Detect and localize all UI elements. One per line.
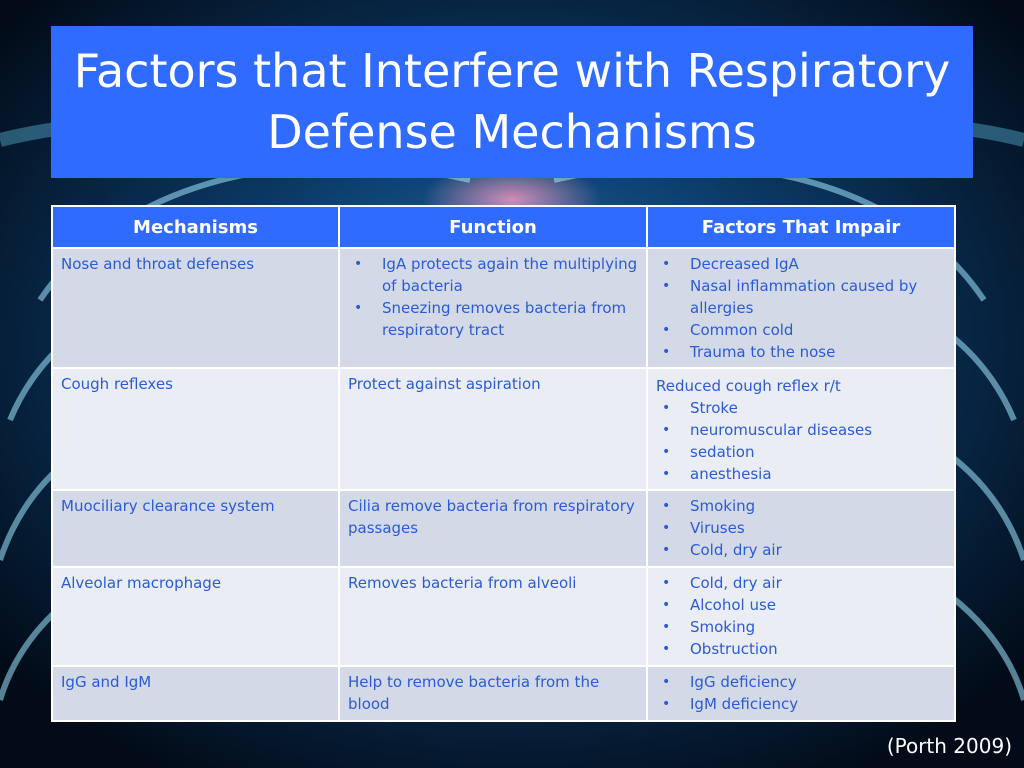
list-item: • Viruses xyxy=(662,519,745,537)
bullet-icon: • xyxy=(354,256,363,272)
table-header-row xyxy=(52,206,955,248)
list-item: • Common cold xyxy=(662,321,794,339)
list-item: • IgA protects again the multiplying of bacteria xyxy=(354,255,638,295)
list-item: • sedation xyxy=(662,443,755,461)
bullet-icon: • xyxy=(662,422,671,438)
function-cell xyxy=(339,490,647,567)
bullet-icon: • xyxy=(662,498,671,514)
bullet-icon: • xyxy=(662,597,671,613)
factors-list xyxy=(656,253,948,363)
header-mechanisms: Mechanisms xyxy=(52,206,339,248)
function-cell xyxy=(339,248,647,368)
bullet-icon: • xyxy=(662,696,671,712)
factors-lead-text: Reduced cough reflex r/t xyxy=(656,377,841,395)
bullet-icon: • xyxy=(662,400,671,416)
bullet-icon: • xyxy=(662,256,671,272)
mechanism-text: Alveolar macrophage xyxy=(61,574,222,592)
bullet-icon: • xyxy=(662,641,671,657)
function-list xyxy=(348,253,640,341)
function-text: Help to remove bacteria from the blood xyxy=(348,673,600,713)
bullet-icon: • xyxy=(662,466,671,482)
mechanism-text: Muociliary clearance system xyxy=(61,497,275,515)
list-item: • Smoking xyxy=(662,497,756,515)
bullet-icon: • xyxy=(662,674,671,690)
list-item: • IgG deficiency xyxy=(662,673,797,691)
factors-cell xyxy=(647,248,955,368)
bullet-icon: • xyxy=(662,575,671,591)
table-row xyxy=(52,666,955,721)
factors-list xyxy=(656,572,948,660)
mechanism-cell xyxy=(52,368,339,490)
list-item: • Decreased IgA xyxy=(662,255,799,273)
list-item: • Stroke xyxy=(662,399,738,417)
factors-cell xyxy=(647,490,955,567)
bullet-icon: • xyxy=(662,344,671,360)
mechanism-cell xyxy=(52,248,339,368)
list-item: • Obstruction xyxy=(662,640,778,658)
list-item: • Cold, dry air xyxy=(662,541,782,559)
factors-list xyxy=(656,495,948,561)
list-item: • Alcohol use xyxy=(662,596,777,614)
title-banner xyxy=(51,26,973,178)
list-item: • Smoking xyxy=(662,618,756,636)
factors-cell xyxy=(647,666,955,721)
table-row xyxy=(52,567,955,666)
header-factors: Factors That Impair xyxy=(647,206,955,248)
bullet-icon: • xyxy=(662,542,671,558)
bullet-icon: • xyxy=(662,520,671,536)
function-text: Protect against aspiration xyxy=(348,375,541,393)
table-row xyxy=(52,368,955,490)
table-row xyxy=(52,490,955,567)
citation-text: (Porth 2009) xyxy=(886,734,1012,758)
mechanisms-table xyxy=(51,205,956,722)
function-text: Cilia remove bacteria from respiratory passages xyxy=(348,497,635,537)
bullet-icon: • xyxy=(662,619,671,635)
mechanism-text: Nose and throat defenses xyxy=(61,255,255,273)
mechanism-cell xyxy=(52,490,339,567)
factors-cell xyxy=(647,368,955,490)
list-item: • Nasal inflammation caused by allergies xyxy=(662,277,918,317)
list-item: • neuromuscular diseases xyxy=(662,421,873,439)
function-cell xyxy=(339,567,647,666)
bullet-icon: • xyxy=(662,278,671,294)
list-item: • IgM deficiency xyxy=(662,695,799,713)
factors-list xyxy=(656,397,948,485)
bullet-icon: • xyxy=(354,300,363,316)
table-row xyxy=(52,248,955,368)
factors-cell xyxy=(647,567,955,666)
factors-list xyxy=(656,671,948,715)
function-text: Removes bacteria from alveoli xyxy=(348,574,577,592)
mechanism-cell xyxy=(52,567,339,666)
list-item: • Trauma to the nose xyxy=(662,343,836,361)
list-item: • Sneezing removes bacteria from respiratory tract xyxy=(354,299,627,339)
mechanism-cell xyxy=(52,666,339,721)
mechanism-text: Cough reflexes xyxy=(61,375,173,393)
header-function: Function xyxy=(339,206,647,248)
function-cell xyxy=(339,368,647,490)
slide-title: Factors that Interfere with Respiratory Defense Mechanisms xyxy=(73,44,951,159)
function-cell xyxy=(339,666,647,721)
mechanism-text: IgG and IgM xyxy=(61,673,152,691)
bullet-icon: • xyxy=(662,322,671,338)
bullet-icon: • xyxy=(662,444,671,460)
list-item: • anesthesia xyxy=(662,465,772,483)
list-item: • Cold, dry air xyxy=(662,574,782,592)
